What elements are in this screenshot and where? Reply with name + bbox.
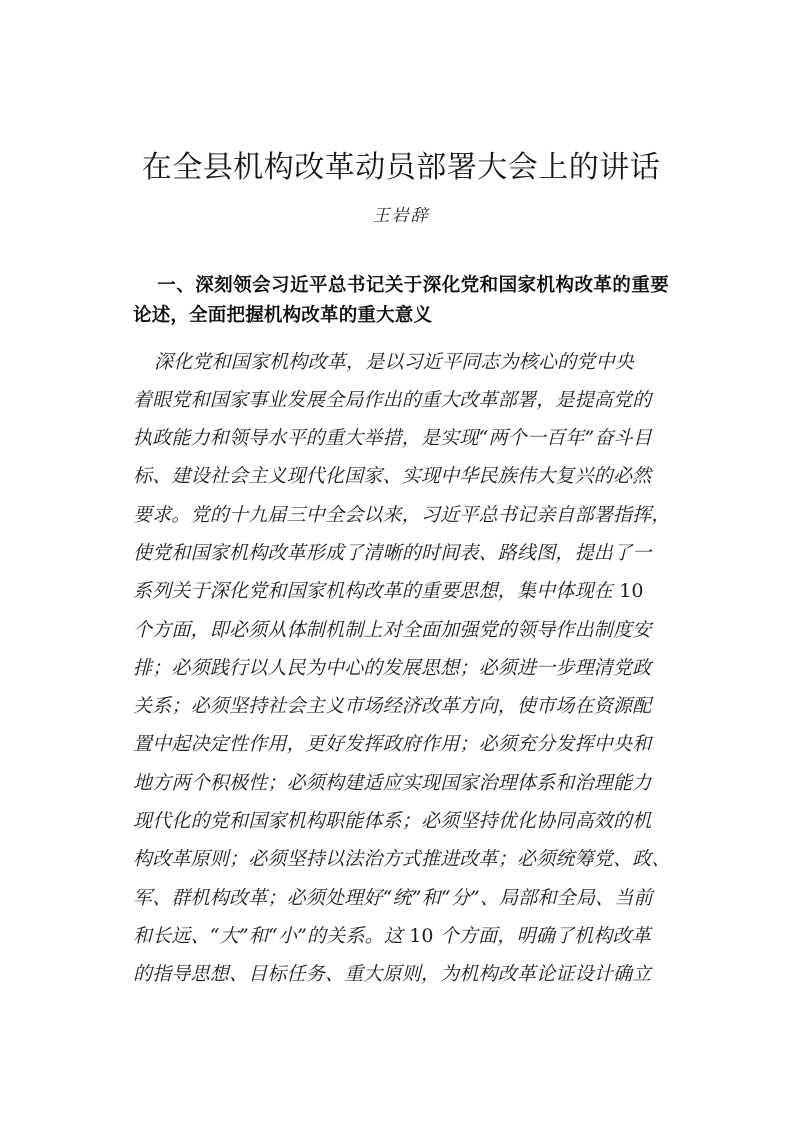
paragraph-line: 军、群机构改革；必须处理好“统”和“分”、局部和全局、当前 (133, 886, 653, 909)
section-heading (133, 226, 669, 331)
inline-number: 10 (409, 924, 434, 947)
paragraph-line: 的指导思想、目标任务、重大原则，为机构改革论证设计确立 (133, 963, 652, 986)
paragraph-line: 要求。党的十九届三中全会以来，习近平总书记亲自部署指挥， (133, 503, 671, 526)
paragraph-line: 标、建设社会主义现代化国家、实现中华民族伟大复兴的必然 (133, 465, 652, 488)
page-content (133, 0, 669, 994)
paragraph-line: 使党和国家机构改革形成了清晰的时间表、路线图，提出了一 (133, 541, 652, 564)
page-title: 在全县机构改革动员部署大会上的讲话 (141, 150, 661, 185)
inline-number: 10 (619, 580, 644, 603)
paragraph-line: 系列关于深化党和国家机构改革的重要思想，集中体现在 10 (133, 580, 644, 603)
paragraph-line: 置中起决定性作用，更好发挥政府作用；必须充分发挥中央和 (133, 733, 652, 756)
paragraph-line: 执政能力和领导水平的重大举措，是实现“两个一百年”奋斗目 (133, 427, 653, 450)
paragraph-line: 构改革原则；必须坚持以法治方式推进改革；必须统筹党、政、 (133, 848, 671, 871)
paragraph-line: 着眼党和国家事业发展全局作出的重大改革部署，是提高党的 (133, 388, 652, 411)
paragraph-line: 排；必须践行以人民为中心的发展思想；必须进一步理清党政 (133, 656, 652, 679)
document-author: 王岩辞 (372, 205, 430, 226)
paragraph-line: 个方面，即必须从体制机制上对全面加强党的领导作出制度安 (133, 618, 652, 641)
section-heading-text: 一、深刻领会习近平总书记关于深化党和国家机构改革的重要论述，全面把握机构改革的重大意义 (133, 273, 669, 325)
paragraph-line: 关系；必须坚持社会主义市场经济改革方向，使市场在资源配 (133, 695, 652, 718)
paragraph-line: 和长远、“大”和“小”的关系。这 10 个方面，明确了机构改革 (133, 924, 651, 947)
paragraph-line: 现代化的党和国家机构职能体系；必须坚持优化协同高效的机 (133, 810, 652, 833)
paragraph-line: 深化党和国家机构改革，是以习近平同志为核心的党中央 (154, 350, 635, 373)
body-paragraph (133, 331, 669, 994)
paragraph-line: 地方两个积极性；必须构建适应实现国家治理体系和治理能力 (133, 771, 652, 794)
